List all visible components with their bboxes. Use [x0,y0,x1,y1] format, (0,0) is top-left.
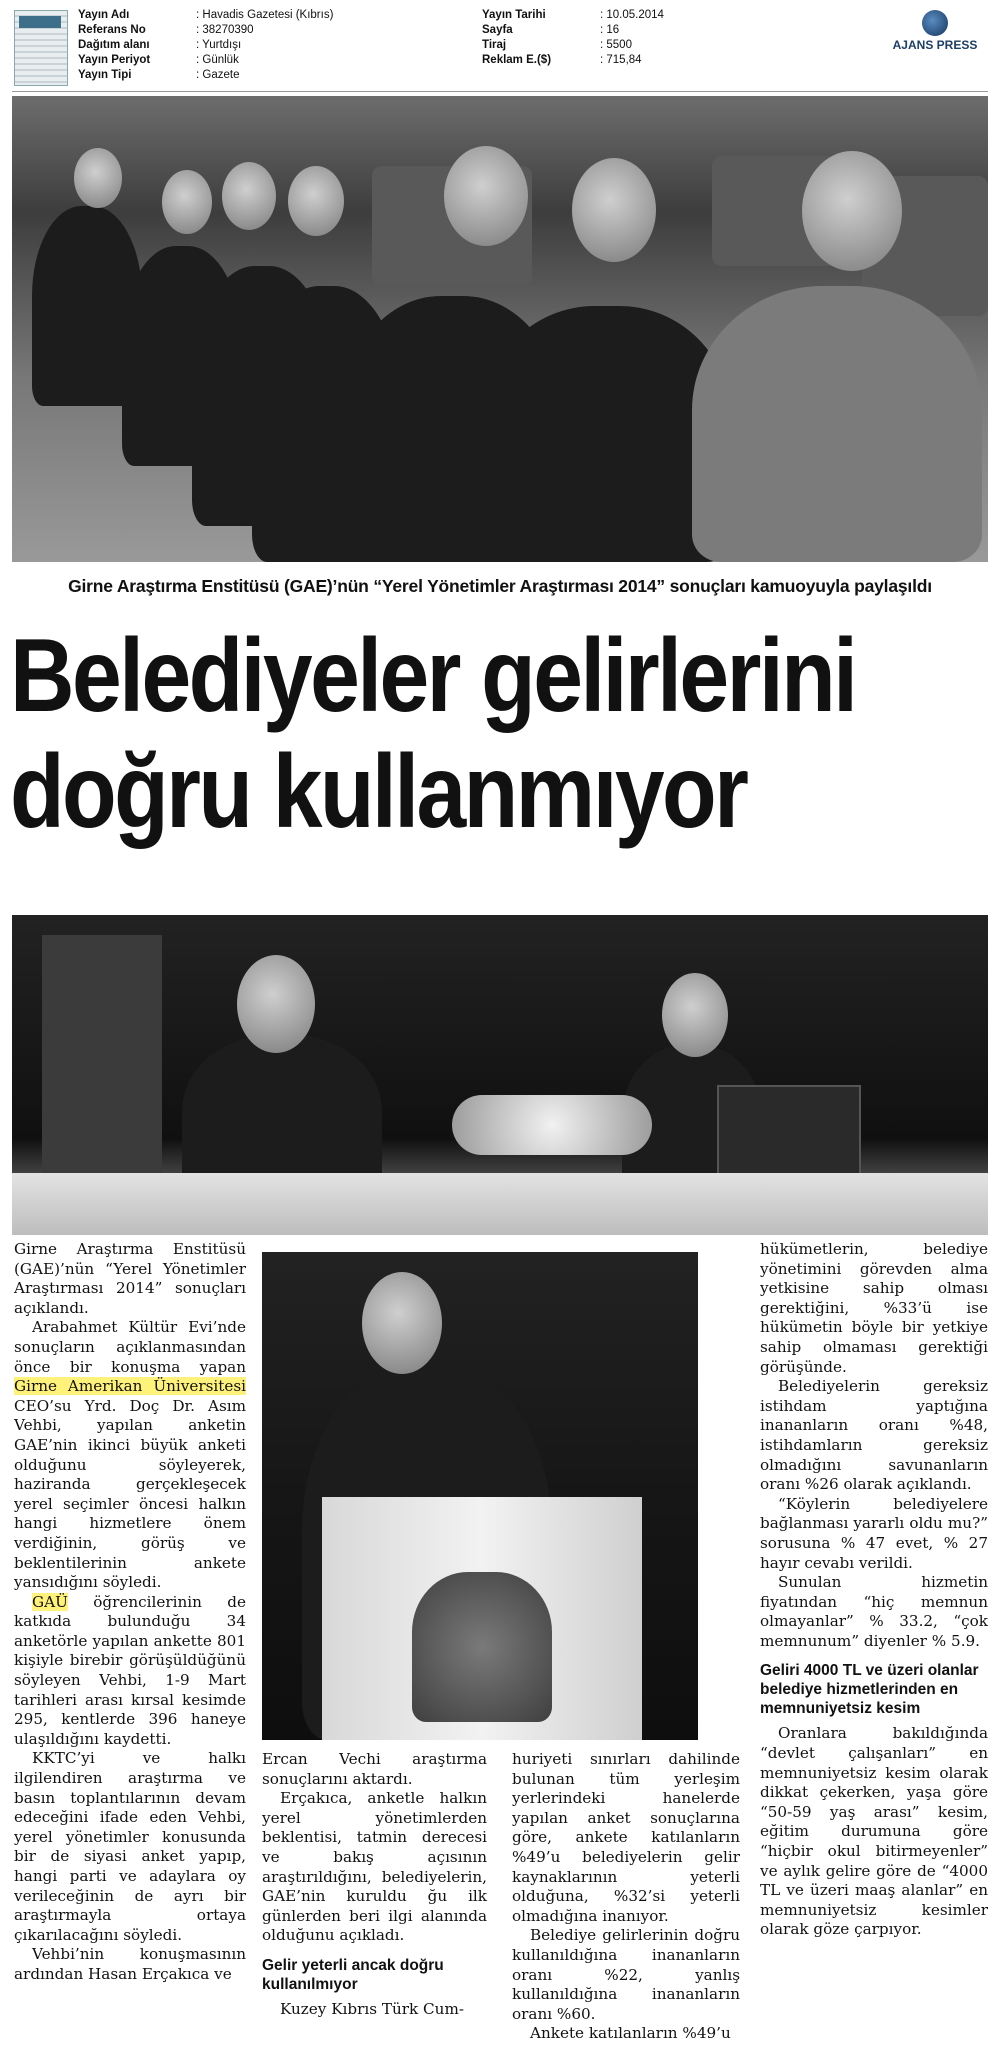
paragraph: Erçakıca, anketle halkın yerel yönetimlerden beklentisi, tatmin derecesi ve bakış açısının araştırıldığını, belediyelerin, GAE’nin kuruldu ğu ilk günlerden beri ilgi alanında olduğunu açıkladı. [262,1789,487,1945]
text-run: Arabahmet Kültür Evi’nde sonuçların açıklanmasından önce bir konuşma yapan [14,1318,246,1376]
meta-label: Yayın Periyot [78,54,151,66]
page-thumbnail[interactable] [14,10,68,86]
paragraph: Belediye gelirlerinin doğru kullanıldığına inananların oranı %22, yanlış kullanıldığına inananların oranı %60. [512,1926,740,2023]
article-column-1 [14,1240,246,1985]
paragraph: Girne Araştırma Enstitüsü (GAE)’nün “Yerel Yönetimler Araştırması 2014” sonuçları açıklandı. [14,1240,246,1317]
article-kicker: Girne Araştırma Enstitüsü (GAE)’nün “Yerel Yönetimler Araştırması 2014” sonuçları kamuoyuyla paylaşıldı [68,576,932,596]
subheading: Geliri 4000 TL ve üzeri olanlar belediye hizmetlerinden en memnuniyetsiz kesim [760,1662,979,1718]
meta-label: Sayfa [482,24,513,36]
article-column-3 [512,1750,740,2044]
meta-value: : 5500 [600,39,632,51]
meta-row [78,38,333,53]
meta-label: Yayın Tarihi [482,9,546,21]
logo-text: AJANS PRESS [892,38,978,52]
meta-row [78,53,333,68]
meta-value: : Havadis Gazetesi (Kıbrıs) [196,9,334,21]
meta-value: : 10.05.2014 [600,9,664,21]
paragraph: huriyeti sınırları dahilinde bulunan tüm yerleşim yerlerindeki hanelerde yapılan anket sonuçlarına göre, ankete katılanların %49’u belediyelerin gelir kaynaklarının yeterli olduğuna, %32’si yeterli olmadığına inanıyor. [512,1750,740,1925]
header-divider [12,91,988,92]
meta-label: Yayın Adı [78,9,130,21]
article-column-2 [262,1750,487,2020]
photo-audience [12,96,988,562]
photo-panel [12,915,988,1235]
article-column-4 [760,1240,988,1940]
paragraph [14,1318,246,1592]
meta-label: Reklam E.($) [482,54,552,66]
photo-speaker-podium [262,1252,698,1740]
meta-value: : Gazete [196,69,240,81]
ajans-press-logo [885,10,985,52]
paragraph: Belediyelerin gereksiz istihdam yaptığına inananların oranı %48, istihdamların gereksiz olmadığını savunanların oranı %26 olarak açıklandı. [760,1377,988,1494]
meta-row [482,53,664,68]
paragraph: Vehbi’nin konuşmasının ardından Hasan Erçakıca ve [14,1945,246,1983]
meta-label: Dağıtım alanı [78,39,150,51]
meta-label: Tiraj [482,39,507,51]
highlighted-text: Girne Amerikan Üniversitesi [14,1377,246,1396]
clipping-header [0,0,1000,92]
headline-line-1: Belediyeler gelirlerini [10,618,856,734]
meta-value: : 38270390 [196,24,254,36]
meta-row [78,68,333,83]
meta-value: : Günlük [196,54,239,66]
text-run: CEO’su Yrd. Doç Dr. Asım Vehbi, yapılan anketin GAE’nin ikinci büyük anketi olduğunu söyleyerek, haziranda gerçekleşecek yerel seçimler öncesi halkın hangi hizmetlere önem verdiğinin, görüş ve beklentilerinin ankete yansıdığını söyledi. [14,1396,246,1592]
paragraph: hükümetlerin, belediye yönetimini görevden alma yetkisine sahip olması gerektiğini, %33’ü ise hükümetin böyle bir yetkiye sahip olmaması gerektiği görüşünde. [760,1240,988,1376]
paragraph: Sunulan hizmetin fiyatından “hiç memnun olmayanlar” % 33.2, “çok memnunum” diyenler % 5.9. [760,1573,988,1650]
meta-row [78,8,333,23]
text-run: öğrencilerinin de katkıda bulunduğu 34 anketörle yapılan ankette 801 kişiyle birebir görüşüldüğünü söyleyen Vehbi, 1-9 Mart tarihleri arası kırsal kesimde 295, kentlerde 396 haneye ulaşıldığını kaydetti. [14,1592,246,1748]
paragraph: KKTC’yi ve halkı ilgilendiren araştırma ve basın toplantılarının devam edeceğini ifade eden Vehbi, yerel yönetimler konusunda bir de siyasi anket yapıp, hangi parti ve adaylara oy verileceğinin de ayrı bir araştırmayla ortaya çıkarılacağını söyledi. [14,1749,246,1944]
paragraph: Oranlara bakıldığında “devlet çalışanları” en memnuniyetsiz kesim olarak dikkat çekerken, yaşa göre “50-59 yaş arası” kesim, eğitim durumuna göre “hiçbir okul bitirmeyenler” ve aylık gelire göre de “4000 TL ve üzeri maaş alanlar” en memnuniyetsiz kesimler olarak göze çarpıyor. [760,1724,988,1939]
meta-row [482,23,664,38]
meta-value: : Yurtdışı [196,39,242,51]
meta-label: Referans No [78,24,146,36]
meta-row [482,8,664,23]
article-headline [10,618,857,850]
meta-row [78,23,333,38]
meta-value: : 16 [600,24,620,36]
paragraph: Ankete katılanların %49’u [530,2024,731,2043]
paragraph: Ercan Vechi araştırma sonuçlarını aktardı. [262,1750,487,1788]
highlighted-text: GAÜ [32,1592,68,1611]
meta-value: : 715,84 [600,54,642,66]
paragraph: Kuzey Kıbrıs Türk Cum- [280,1999,464,2018]
meta-right [482,8,664,68]
paragraph: “Köylerin belediyelere bağlanması yararlı oldu mu?” sorusuna % 47 evet, % 27 hayır cevabı verildi. [760,1494,988,1572]
headline-line-2: doğru kullanmıyor [10,734,747,850]
meta-row [482,38,664,53]
paragraph [14,1593,246,1750]
meta-left [78,8,333,83]
subheading: Gelir yeterli ancak doğru kullanılmıyor [262,1956,444,1993]
logo-globe-icon [922,10,948,36]
meta-label: Yayın Tipi [78,69,132,81]
